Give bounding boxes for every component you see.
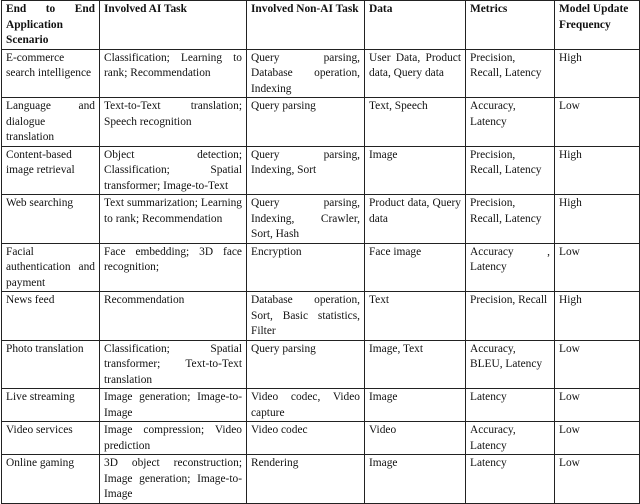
header-update-frequency: Model Update Frequency (555, 1, 640, 50)
cell-non-ai-task: Query parsing (247, 98, 365, 147)
cell-scenario: Video services (2, 422, 100, 455)
cell-metrics: Precision, Recall, Latency (466, 146, 555, 195)
cell-non-ai-task: Database operation, Sort, Basic statistics, Filter (247, 292, 365, 341)
cell-scenario: Language and dialogue translation (2, 98, 100, 147)
cell-update-frequency: High (555, 195, 640, 244)
cell-scenario: E-commerce search intelligence (2, 49, 100, 98)
table-row (2, 292, 640, 341)
cell-scenario: Web searching (2, 195, 100, 244)
cell-data: Face image (365, 243, 466, 292)
cell-data: Text, Speech (365, 98, 466, 147)
table-row (2, 243, 640, 292)
cell-metrics: Accuracy, Latency (466, 98, 555, 147)
cell-data: Product data, Query data (365, 195, 466, 244)
table-row (2, 98, 640, 147)
cell-update-frequency: High (555, 49, 640, 98)
cell-metrics: Precision, Recall (466, 292, 555, 341)
cell-data: Image, Text (365, 340, 466, 389)
table-row (2, 49, 640, 98)
table-row (2, 422, 640, 455)
cell-data: Video (365, 422, 466, 455)
cell-scenario: Live streaming (2, 389, 100, 422)
cell-non-ai-task: Query parsing (247, 340, 365, 389)
cell-ai-task: Image compression; Video prediction (100, 422, 247, 455)
table-row (2, 389, 640, 422)
cell-update-frequency: Low (555, 340, 640, 389)
scenario-table (1, 0, 640, 504)
cell-ai-task: Object detection; Classification; Spatial transformer; Image-to-Text (100, 146, 247, 195)
cell-ai-task: Classification; Spatial transformer; Text-to-Text translation (100, 340, 247, 389)
cell-update-frequency: Low (555, 455, 640, 504)
cell-ai-task: Classification; Learning to rank; Recommendation (100, 49, 247, 98)
cell-ai-task: Text summarization; Learning to rank; Recommendation (100, 195, 247, 244)
cell-ai-task: 3D object reconstruction; Image generation; Image-to-Image (100, 455, 247, 504)
cell-non-ai-task: Query parsing, Database operation, Indexing (247, 49, 365, 98)
cell-metrics: Precision, Recall, Latency (466, 49, 555, 98)
cell-metrics: Accuracy, BLEU, Latency (466, 340, 555, 389)
header-data: Data (365, 1, 466, 50)
cell-non-ai-task: Encryption (247, 243, 365, 292)
header-ai-task: Involved AI Task (100, 1, 247, 50)
cell-update-frequency: Low (555, 422, 640, 455)
cell-update-frequency: Low (555, 389, 640, 422)
cell-metrics: Accuracy , Latency (466, 243, 555, 292)
cell-data: User Data, Product data, Query data (365, 49, 466, 98)
cell-ai-task: Text-to-Text translation; Speech recognition (100, 98, 247, 147)
cell-scenario: Content-based image retrieval (2, 146, 100, 195)
table-row (2, 146, 640, 195)
table-row (2, 195, 640, 244)
cell-data: Image (365, 146, 466, 195)
cell-ai-task: Recommendation (100, 292, 247, 341)
cell-update-frequency: Low (555, 98, 640, 147)
cell-non-ai-task: Rendering (247, 455, 365, 504)
cell-scenario: News feed (2, 292, 100, 341)
cell-data: Image (365, 389, 466, 422)
cell-non-ai-task: Query parsing, Indexing, Sort (247, 146, 365, 195)
cell-scenario: Photo translation (2, 340, 100, 389)
cell-update-frequency: High (555, 146, 640, 195)
cell-non-ai-task: Video codec, Video capture (247, 389, 365, 422)
table-row (2, 455, 640, 504)
cell-update-frequency: High (555, 292, 640, 341)
table-row (2, 340, 640, 389)
cell-scenario: Facial authentication and payment (2, 243, 100, 292)
cell-update-frequency: Low (555, 243, 640, 292)
header-non-ai-task: Involved Non-AI Task (247, 1, 365, 50)
cell-data: Text (365, 292, 466, 341)
header-row (2, 1, 640, 50)
cell-ai-task: Face embedding; 3D face recognition; (100, 243, 247, 292)
cell-metrics: Latency (466, 389, 555, 422)
header-scenario: End to End Application Scenario (2, 1, 100, 50)
cell-ai-task: Image generation; Image-to-Image (100, 389, 247, 422)
cell-metrics: Accuracy, Latency (466, 422, 555, 455)
cell-metrics: Latency (466, 455, 555, 504)
cell-non-ai-task: Query parsing, Indexing, Crawler, Sort, Hash (247, 195, 365, 244)
cell-non-ai-task: Video codec (247, 422, 365, 455)
cell-data: Image (365, 455, 466, 504)
header-metrics: Metrics (466, 1, 555, 50)
cell-scenario: Online gaming (2, 455, 100, 504)
cell-metrics: Precision, Recall, Latency (466, 195, 555, 244)
